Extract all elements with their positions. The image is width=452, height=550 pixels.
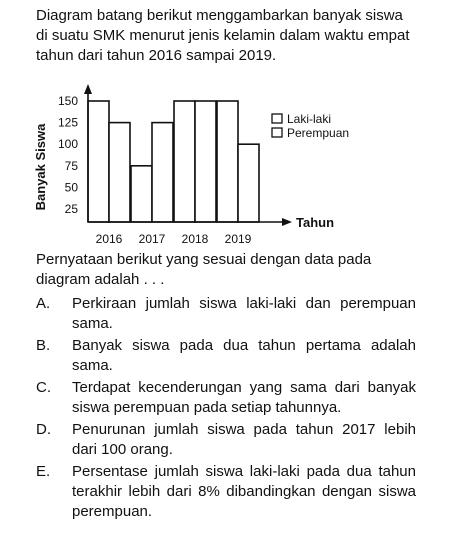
bar-laki-laki-2016 [88, 101, 109, 222]
bar-perempuan-2019 [238, 144, 259, 222]
option-letter: B. [36, 337, 51, 354]
bar-laki-laki-2019 [217, 101, 238, 222]
y-axis-label: Banyak Siswa [33, 123, 48, 211]
option-e[interactable] [36, 462, 416, 522]
y-tick-label: 150 [57, 94, 78, 108]
intro-text: Diagram batang berikut menggambarkan banyak siswa di suatu SMK menurut jenis kelamin dalam waktu empat tahun dari tahun 2016 sampai 2019. [36, 7, 410, 64]
option-letter: E. [36, 463, 51, 480]
option-d[interactable] [36, 420, 416, 460]
y-axis-arrow [84, 84, 92, 94]
option-a[interactable] [36, 294, 416, 334]
question-text: Pernyataan berikut yang sesuai dengan data pada diagram adalah . . . [36, 251, 372, 288]
option-text: Terdapat kecenderungan yang sama dari banyak siswa perempuan pada setiap tahunnya. [72, 379, 416, 416]
x-axis-label: Tahun [296, 215, 335, 230]
option-letter: C. [36, 379, 51, 396]
option-text: Penurunan jumlah siswa pada tahun 2017 lebih dari 100 orang. [72, 421, 416, 458]
x-tick-label: 2016 [95, 232, 123, 246]
option-text: Persentase jumlah siswa laki-laki pada dua tahun terakhir lebih dari 8% dibandingkan dengan siswa perempuan. [72, 463, 416, 520]
bar-laki-laki-2018 [174, 101, 195, 222]
legend-label: Laki-laki [287, 112, 332, 126]
bar-chart [0, 0, 452, 250]
option-b[interactable] [36, 336, 416, 376]
x-axis-arrow [282, 218, 292, 226]
bar-laki-laki-2017 [131, 166, 152, 222]
legend-label: Perempuan [287, 126, 350, 140]
bar-perempuan-2016 [109, 123, 130, 222]
answer-options [36, 294, 416, 524]
option-letter: D. [36, 421, 51, 438]
x-tick-label: 2018 [181, 232, 209, 246]
option-text: Banyak siswa pada dua tahun pertama adalah sama. [72, 337, 416, 374]
bar-perempuan-2018 [195, 101, 216, 222]
bar-perempuan-2017 [152, 123, 173, 222]
x-tick-label: 2019 [224, 232, 252, 246]
y-tick-label: 25 [64, 202, 78, 216]
y-tick-label: 100 [57, 137, 78, 152]
x-tick-label: 2017 [138, 232, 166, 246]
option-text: Perkiraan jumlah siswa laki-laki dan perempuan sama. [72, 295, 416, 332]
y-tick-label: 75 [64, 158, 78, 173]
y-tick-label: 125 [57, 115, 78, 130]
option-letter: A. [36, 295, 51, 312]
legend-swatch [272, 128, 282, 137]
y-tick-label: 50 [64, 180, 78, 195]
option-c[interactable] [36, 378, 416, 418]
legend-swatch [272, 114, 282, 123]
